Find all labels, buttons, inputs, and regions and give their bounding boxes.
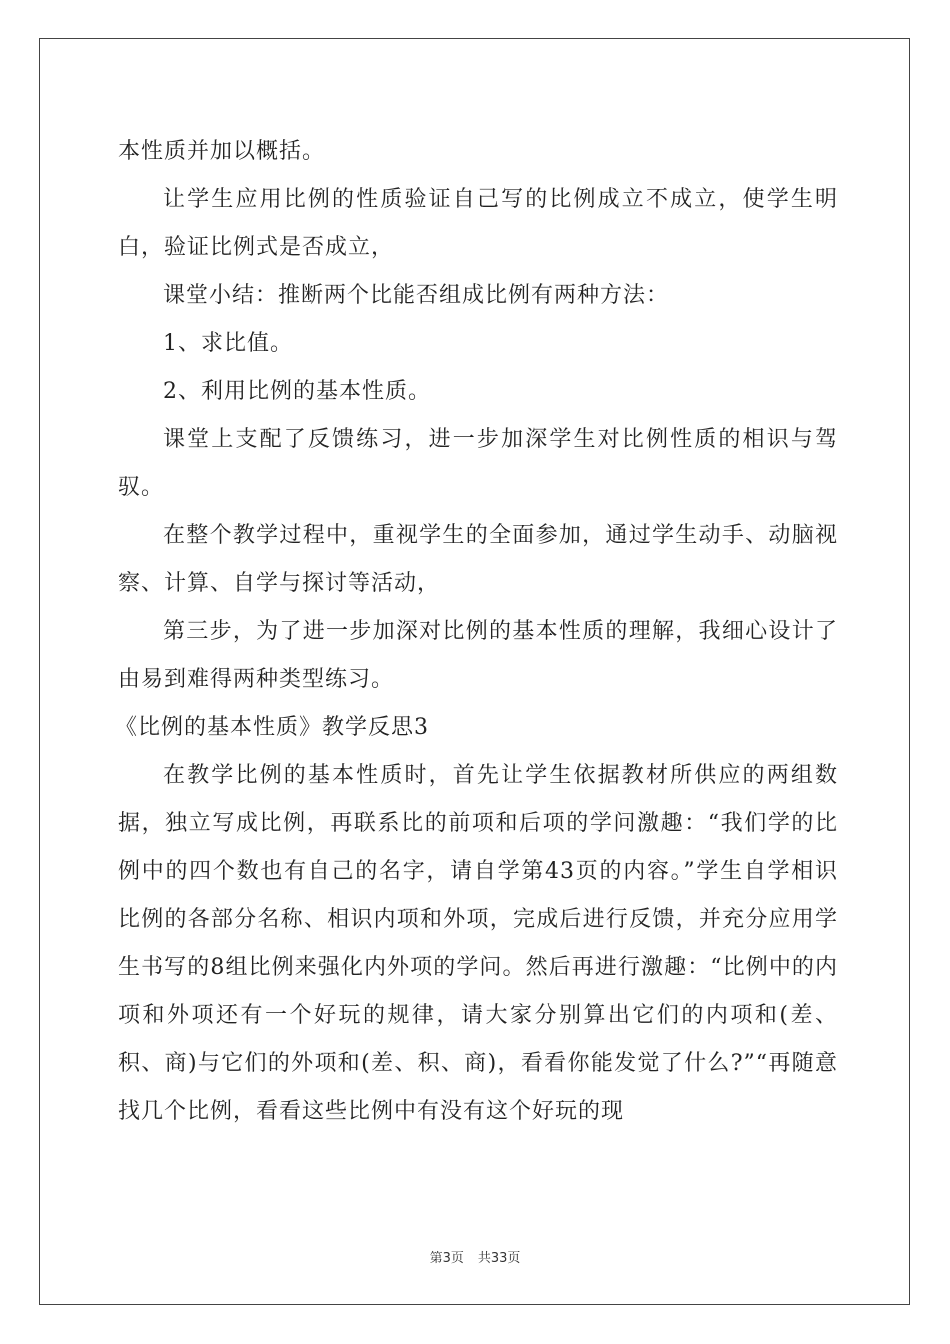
paragraph: 在整个教学过程中，重视学生的全面参加，通过学生动手、动脑视察、计算、自学与探讨等活动， [118,523,838,596]
page-total: 共33页 [477,1251,521,1266]
document-body [115,128,838,1136]
page-footer [0,1247,950,1266]
paragraph: 第三步，为了进一步加深对比例的基本性质的理解，我细心设计了由易到难得两种类型练习。 [118,619,838,692]
list-item: 1、求比值。 [163,331,293,356]
paragraph: 课堂小结：推断两个比能否组成比例有两种方法： [163,283,670,308]
paragraph: 本性质并加以概括。 [118,139,326,164]
paragraph: 在教学比例的基本性质时，首先让学生依据教材所供应的两组数据，独立写成比例，再联系比的前项和后项的学问激趣：“我们学的比例中的四个数也有自己的名字，请自学第43页的内容。”学生自学相识比例的各部分名称、相识内项和外项，完成后进行反馈，并充分应用学生书写的8组比例来强化内外项的学问。然后再进行激趣：“比例中的内项和外项还有一个好玩的规律，请大家分别算出它们的内项和(差、积、商)与它们的外项和(差、积、商)，看看你能发觉了什么?”“再随意找几个比例，看看这些比例中有没有这个好玩的现 [118,763,838,1124]
page-number: 第3页 [429,1251,464,1266]
paragraph: 课堂上支配了反馈练习，进一步加深学生对比例性质的相识与驾驭。 [118,427,838,500]
section-heading: 《比例的基本性质》教学反思3 [115,715,429,740]
list-item: 2、利用比例的基本性质。 [163,379,431,404]
paragraph: 让学生应用比例的性质验证自己写的比例成立不成立，使学生明白，验证比例式是否成立， [118,187,838,260]
